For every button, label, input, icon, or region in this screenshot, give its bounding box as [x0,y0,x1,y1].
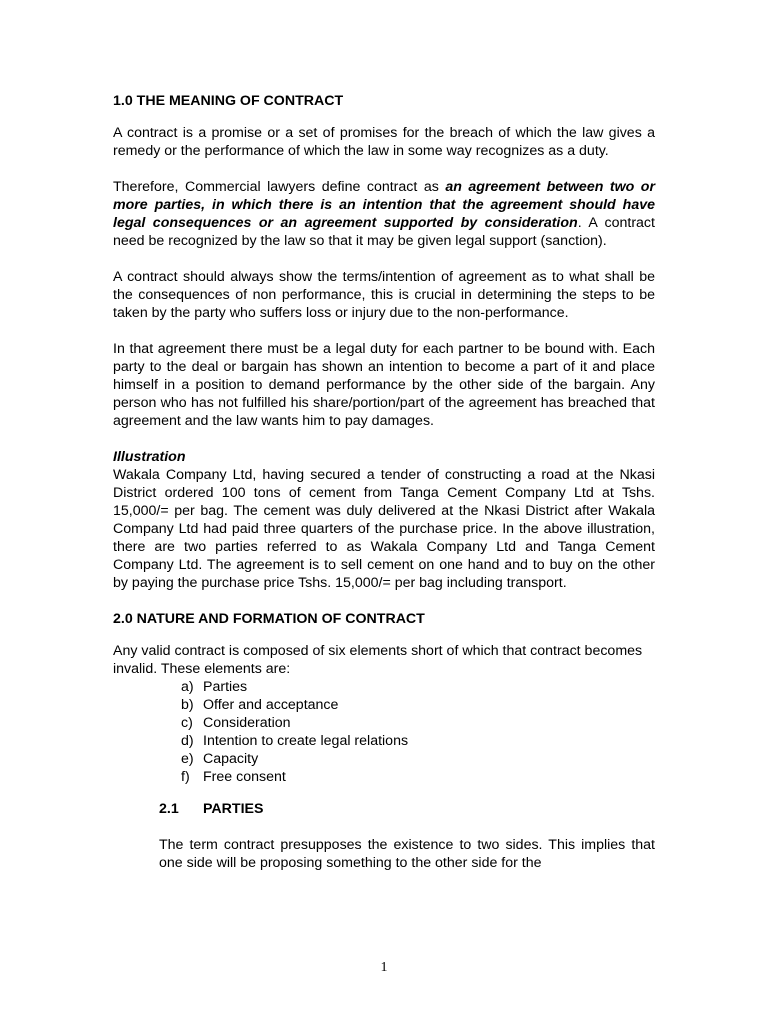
list-marker: c) [181,715,193,731]
list-marker: d) [181,733,194,749]
paragraph-definition: A contract is a promise or a set of promises for the breach of which the law gives a remedy or the performance of which the law in some way recognizes as a duty. [113,125,655,159]
paragraph-legal-duty: In that agreement there must be a legal duty for each partner to be bound with. Each party to the deal or bargain has shown an intention to become a part of it and place himself in a position to demand performance by the other side of the bargain. Any person who has not fulfilled his share/portion/part of the agreement has breached that agreement and the law wants him to pay damages. [113,341,655,429]
list-item-text: Parties [203,679,248,695]
list-item [181,750,655,768]
list-marker: f) [181,769,190,785]
list-item [181,768,655,786]
paragraph-commercial-definition-start: Therefore, Commercial lawyers define contract as [113,179,446,195]
list-marker: e) [181,751,194,767]
subsection-title: PARTIES [203,801,264,817]
document-page [113,92,655,872]
paragraph-terms: A contract should always show the terms/intention of agreement as to what shall be the consequences of non performance, this is crucial in determining the steps to be taken by the party who suffers loss or injury due to the non-performance. [113,269,655,321]
paragraph-commercial-definition-emphasis: an agreement between two or more parties, in which there is an intention that the agreement should have legal consequences or an agreement supported by consideration [113,179,655,231]
paragraph-elements-intro: Any valid contract is composed of six elements short of which that contract becomes invalid. These elements are: [113,643,643,677]
page-number: 1 [380,960,388,975]
list-item-text: Consideration [203,715,291,731]
list-item-text: Capacity [203,751,259,767]
list-marker: b) [181,697,194,713]
illustration-title: Illustration [113,449,186,465]
list-marker: a) [181,679,194,695]
list-item [181,714,655,732]
subsection-heading-parties [159,800,655,818]
list-item-text: Free consent [203,769,286,785]
list-item [181,732,655,750]
subsection-number: 2.1 [159,801,179,817]
list-item-text: Offer and acceptance [203,697,339,713]
elements-list [113,678,655,786]
paragraph-parties: The term contract presupposes the existence to two sides. This implies that one side will be proposing something to the other side for the [159,837,655,871]
paragraph-commercial-definition-end: . A contract need be recognized by the law so that it may be given legal support (sanction). [113,215,655,249]
list-item-text: Intention to create legal relations [203,733,409,749]
illustration-text: Wakala Company Ltd, having secured a tender of constructing a road at the Nkasi District ordered 100 tons of cement from Tanga Cement Company Ltd at Tshs. 15,000/= per bag. The cement was duly delivered at the Nkasi District after Wakala Company Ltd had paid three quarters of the purchase price. In the above illustration, there are two parties referred to as Wakala Company Ltd and Tanga Cement Company Ltd. The agreement is to sell cement on one hand and to buy on the other by paying the purchase price Tshs. 15,000/= per bag including transport. [113,467,655,591]
list-item [181,696,655,714]
section-heading-meaning-of-contract: 1.0 THE MEANING OF CONTRACT [113,93,344,109]
paragraph-commercial-definition [113,178,655,250]
section-heading-nature-and-formation: 2.0 NATURE AND FORMATION OF CONTRACT [113,611,425,627]
list-item [181,678,655,696]
